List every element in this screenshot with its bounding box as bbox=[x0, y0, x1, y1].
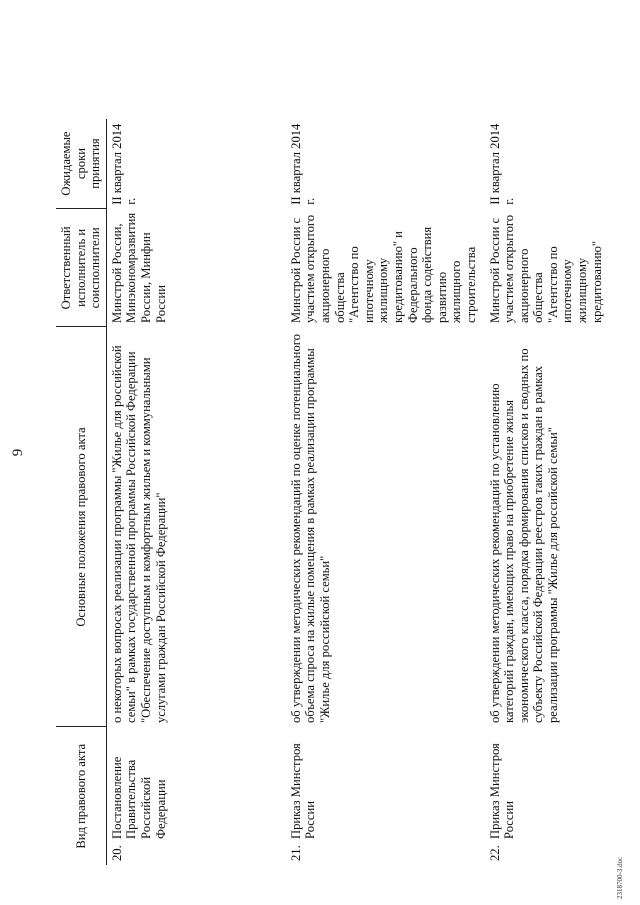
cell-main-provisions: об утверждении методических рекомендаций по оценке потенциального объема спроса на жилые помещения в рамках реализации программы "Жилье для российской семьи" bbox=[288, 334, 332, 723]
table-row bbox=[286, 119, 485, 865]
cell-expected-term: II квартал 2014 г. bbox=[288, 123, 318, 205]
cell-responsible-executor: Минстрой России, Минэкономразвития России, Минфин России bbox=[109, 212, 168, 323]
row-number: 21. bbox=[288, 845, 303, 861]
cell-responsible-executor: Минстрой России с участием открытого акционерного общества "Агентство по ипотечному жилищному кредитованию" и Федерального фонда содействия развитию жилищного строительства bbox=[288, 214, 478, 323]
table-row bbox=[485, 119, 640, 865]
table-header-row bbox=[56, 119, 106, 865]
page-number: 9 bbox=[10, 448, 26, 457]
cell-expected-term: II квартал 2014 г. bbox=[487, 123, 517, 205]
header-main-provisions: Основные положения правового акта bbox=[56, 327, 106, 727]
row-number: 22. bbox=[487, 845, 502, 861]
cell-main-provisions: о некоторых вопросах реализации программы "Жилье для российской семьи" в рамках государственной программы Российской Федерации "Обеспечение доступным и комфортным жильем и коммунальными услугами граждан Российской Федерации" bbox=[109, 345, 168, 723]
table-row bbox=[106, 119, 286, 865]
act-kind: Постановление Правительства Российской Федерации bbox=[109, 756, 168, 839]
cell-act-type bbox=[286, 727, 485, 865]
header-responsible-executor: Ответственный исполнитель и соисполнители bbox=[56, 209, 106, 327]
cell-expected-term: II квартал 2014 г. bbox=[109, 123, 139, 205]
cell-act-type bbox=[106, 727, 286, 865]
header-expected-term: Ожидаемые сроки принятия bbox=[56, 119, 106, 209]
cell-act-type bbox=[485, 727, 640, 865]
legal-acts-table bbox=[56, 119, 640, 865]
cell-main-provisions: об утверждении методических рекомендаций по установлению категорий граждан, имеющих право на приобретение жилья экономического класса, порядка формирования списков и сводных по субъекту Российской Федерации реестров таких граждан в рамках реализации программы "Жилье для российской семьи" bbox=[487, 348, 560, 723]
row-number: 20. bbox=[109, 845, 124, 861]
header-act-type: Вид правового акта bbox=[56, 727, 106, 865]
act-kind: Приказ Минстроя России bbox=[487, 743, 517, 839]
act-kind: Приказ Минстроя России bbox=[288, 743, 318, 839]
cell-responsible-executor: Минстрой России с участием открытого акционерного общества "Агентство по ипотечному жилищному кредитованию" bbox=[487, 214, 604, 323]
document-filename: 2318700-3.doc bbox=[616, 856, 624, 899]
